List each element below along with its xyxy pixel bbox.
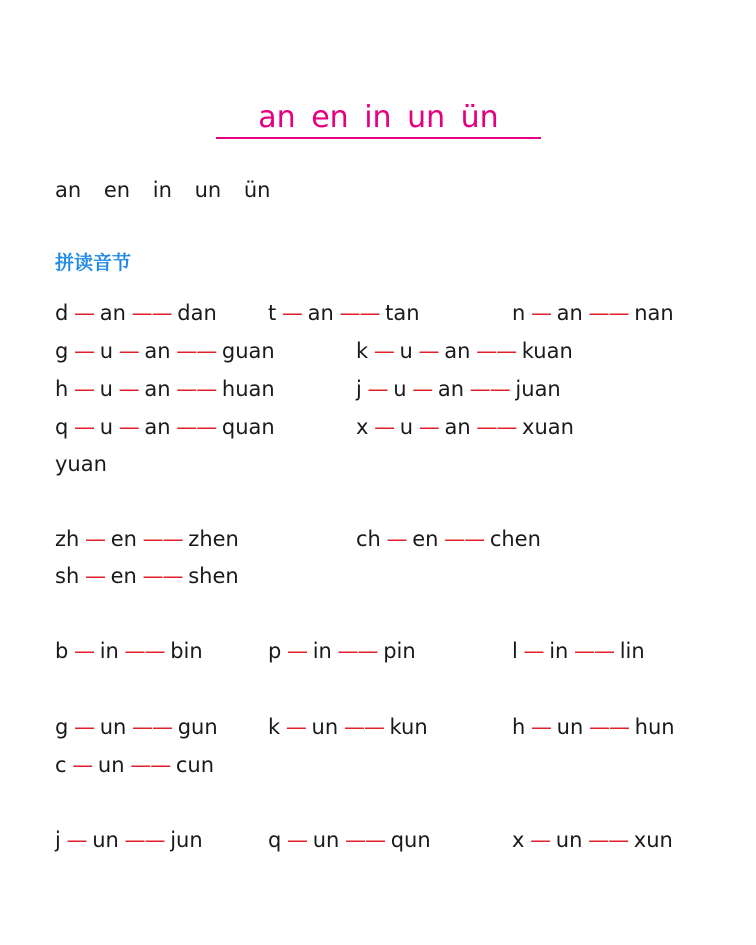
connector-dash: — — [79, 527, 111, 551]
syllable-part: k — [356, 339, 369, 363]
connector-dash: —— — [136, 564, 189, 588]
syllable-part: an — [307, 301, 334, 325]
connector-dash: —— — [118, 828, 171, 852]
section-label: 拼读音节 — [55, 252, 132, 274]
syllable-result: guan — [221, 339, 275, 363]
connector-dash: — — [525, 301, 557, 325]
connector-dash: —— — [333, 301, 386, 325]
connector-dash: — — [413, 415, 445, 439]
syllable-result: chen — [489, 527, 541, 551]
connector-dash: — — [281, 639, 313, 663]
syllable-item — [356, 337, 573, 365]
syllable-result: shen — [188, 564, 239, 588]
syllable-item — [55, 299, 217, 327]
connector-dash: — — [281, 828, 313, 852]
syllable-result: gun — [177, 715, 218, 739]
syllable-part: n — [512, 301, 526, 325]
connector-dash: —— — [170, 377, 222, 401]
syllable-part: un — [555, 828, 583, 852]
syllable-part: g — [55, 715, 69, 739]
connector-dash: —— — [124, 753, 176, 777]
connector-dash: —— — [339, 828, 391, 852]
syllable-part: q — [55, 415, 69, 439]
connector-dash: — — [276, 301, 308, 325]
syllable-item — [55, 337, 275, 365]
syllable-part: h — [55, 377, 69, 401]
connector-dash: —— — [125, 301, 178, 325]
connector-dash: —— — [118, 639, 171, 663]
syllable-item — [55, 413, 275, 441]
syllable-part: u — [99, 415, 114, 439]
syllable-part: sh — [55, 564, 80, 588]
connector-dash: —— — [470, 415, 523, 439]
syllable-part: an — [99, 301, 126, 325]
syllable-result: juan — [515, 377, 561, 401]
syllable-part: an — [556, 301, 583, 325]
connector-dash: — — [66, 753, 98, 777]
syllable-part: un — [97, 753, 125, 777]
syllable-item — [356, 413, 574, 441]
connector-dash: — — [280, 715, 312, 739]
connector-dash: — — [68, 377, 100, 401]
connector-dash: — — [517, 639, 550, 663]
syllable-part: b — [55, 639, 69, 663]
connector-dash: —— — [338, 715, 390, 739]
syllable-result: bin — [170, 639, 203, 663]
syllable-result: lin — [619, 639, 645, 663]
page-title: an en in un ün — [258, 100, 499, 135]
connector-dash: — — [68, 301, 100, 325]
syllable-part: q — [268, 828, 282, 852]
connector-dash: —— — [136, 527, 189, 551]
connector-dash: —— — [331, 639, 384, 663]
connector-dash: —— — [470, 339, 522, 363]
syllable-item — [55, 562, 239, 590]
connector-dash: —— — [568, 639, 620, 663]
syllable-item — [512, 299, 674, 327]
syllable-result: zhen — [188, 527, 239, 551]
connector-dash: —— — [170, 339, 222, 363]
syllable-result: quan — [221, 415, 275, 439]
syllable-item — [512, 637, 645, 665]
syllable-part: g — [55, 339, 69, 363]
syllable-part: an — [144, 415, 171, 439]
syllable-part: un — [311, 715, 339, 739]
syllable-part: un — [556, 715, 584, 739]
syllable-result: dan — [177, 301, 217, 325]
syllable-part: en — [110, 527, 137, 551]
syllable-item — [55, 375, 275, 403]
syllable-result: xuan — [522, 415, 574, 439]
syllable-item — [268, 713, 428, 741]
syllable-part: l — [512, 639, 518, 663]
connector-dash: — — [113, 415, 145, 439]
connector-dash: — — [525, 715, 557, 739]
syllable-result: tan — [385, 301, 420, 325]
connector-dash: — — [68, 715, 100, 739]
connector-dash: — — [406, 377, 438, 401]
connector-dash: — — [524, 828, 556, 852]
syllable-part: u — [99, 377, 113, 401]
connector-dash: — — [68, 339, 100, 363]
syllable-part: en — [110, 564, 137, 588]
syllable-item — [55, 450, 107, 478]
connector-dash: —— — [583, 715, 635, 739]
connector-dash: —— — [170, 415, 222, 439]
syllable-result: yuan — [55, 452, 107, 476]
syllable-item — [512, 826, 673, 854]
connector-dash: —— — [126, 715, 178, 739]
finals-line: an en in un ün — [55, 178, 271, 202]
syllable-result: jun — [170, 828, 203, 852]
syllable-part: k — [268, 715, 281, 739]
syllable-part: u — [99, 339, 114, 363]
connector-dash: — — [412, 339, 445, 363]
syllable-part: x — [356, 415, 369, 439]
syllable-result: kun — [389, 715, 428, 739]
syllable-part: ch — [356, 527, 381, 551]
syllable-part: in — [99, 639, 119, 663]
connector-dash: — — [79, 564, 111, 588]
syllable-result: hun — [634, 715, 675, 739]
connector-dash: — — [368, 339, 400, 363]
syllable-part: t — [268, 301, 277, 325]
syllable-item — [55, 751, 214, 779]
connector-dash: — — [368, 415, 400, 439]
syllable-part: j — [55, 828, 61, 852]
syllable-result: pin — [383, 639, 416, 663]
syllable-item — [55, 713, 218, 741]
syllable-result: cun — [175, 753, 215, 777]
syllable-part: c — [55, 753, 67, 777]
syllable-result: nan — [634, 301, 674, 325]
connector-dash: — — [60, 828, 93, 852]
syllable-part: u — [399, 339, 413, 363]
syllable-item — [55, 826, 203, 854]
connector-dash: — — [113, 339, 145, 363]
syllable-part: un — [312, 828, 340, 852]
syllable-item — [356, 375, 561, 403]
connector-dash: —— — [438, 527, 490, 551]
connector-dash: — — [68, 639, 100, 663]
connector-dash: — — [380, 527, 413, 551]
syllable-part: un — [92, 828, 119, 852]
syllable-part: h — [512, 715, 526, 739]
connector-dash: —— — [464, 377, 516, 401]
syllable-result: xun — [633, 828, 673, 852]
syllable-part: an — [437, 377, 465, 401]
syllable-part: un — [99, 715, 127, 739]
syllable-part: en — [412, 527, 439, 551]
syllable-part: zh — [55, 527, 80, 551]
connector-dash: — — [112, 377, 145, 401]
syllable-part: an — [144, 377, 171, 401]
syllable-item — [55, 637, 203, 665]
syllable-item — [356, 525, 541, 553]
syllable-item — [268, 826, 431, 854]
syllable-part: u — [399, 415, 414, 439]
syllable-part: an — [444, 415, 471, 439]
syllable-part: an — [444, 339, 471, 363]
connector-dash: —— — [582, 828, 634, 852]
connector-dash: — — [68, 415, 100, 439]
connector-dash: — — [361, 377, 394, 401]
syllable-item — [268, 299, 420, 327]
syllable-part: p — [268, 639, 282, 663]
syllable-part: an — [144, 339, 171, 363]
syllable-part: in — [312, 639, 332, 663]
syllable-part: x — [512, 828, 525, 852]
connector-dash: —— — [582, 301, 635, 325]
syllable-result: huan — [221, 377, 275, 401]
syllable-item — [268, 637, 416, 665]
syllable-item — [55, 525, 239, 553]
syllable-part: u — [393, 377, 407, 401]
syllable-result: kuan — [521, 339, 573, 363]
syllable-part: d — [55, 301, 69, 325]
syllable-part: in — [549, 639, 569, 663]
syllable-part: j — [356, 377, 362, 401]
syllable-result: qun — [390, 828, 431, 852]
syllable-item — [512, 713, 675, 741]
